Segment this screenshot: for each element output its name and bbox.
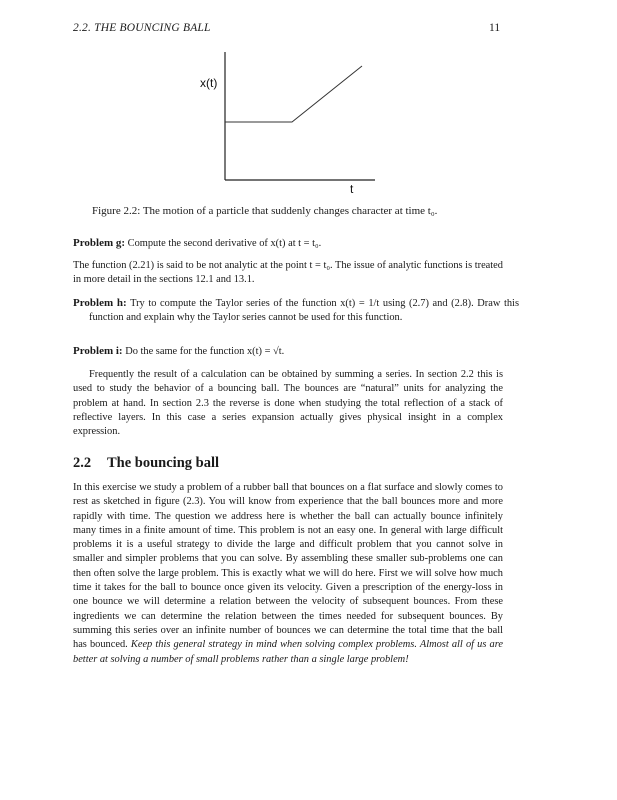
problem-i [73,344,503,359]
section-heading [73,455,219,472]
paragraph-bouncing [73,481,503,667]
paragraph-analytic: The function (2.21) is said to be not analytic at the point t = t₀. The issue of analytic functions is treated in more detail in the sections 12.1 and 13.1. [73,260,503,286]
page-number: 11 [489,22,501,34]
problem-g [73,236,503,251]
paragraph-bouncing-italic: Keep this general strategy in mind when solving complex problems. Almost all of us are better at solving a number of small problems rather than a single large problem! [73,639,503,665]
problem-i-text: Do the same for the function x(t) = √t. [125,346,285,357]
paragraph-summing: Frequently the result of a calculation can be obtained by summing a series. In section 2.2 this is used to study the behavior of a bouncing ball. The bounces are “natural” units for analyzing the problem at hand. In section 2.3 the reverse is done when studying the total reflection of a stack of reflective layers. In this case a series expansion actually gives physical insight in a complex expression. [73,369,503,438]
figure-caption: Figure 2.2: The motion of a particle that suddenly changes character at time t₀. [92,205,438,217]
problem-h-head: Problem h: [73,297,127,309]
paragraph-bouncing-text: In this exercise we study a problem of a rubber ball that bounces on a flat surface and slowly comes to rest as sketched in figure (2.3). You will know from experience that the ball bounces more and more rapidly with time. The question we address here is whether the ball can actually bounce infinitely many times in a finite amount of time. This problem is not an easy one. In general with large difficult problems it is a useful strategy to divide the large and difficult problem that you cannot solve in smaller and simpler problems that you can solve. By assembling these smaller sub-problems one can then often solve the large problem. This is exactly what we will do here. First we will solve how much time it takes for the ball to bounce once given its velocity. Given a prescription of the energy-loss in one bounce we will determine a relation between the velocity of subsequent bounces. From these ingredients we can determine the relation between the times needed for subsequent bounces. By summing this series over an infinite number of bounces we can determine the total time that the ball has bounced. [73,482,503,651]
y-axis-label: x(t) [200,76,218,90]
section-number: 2.2 [73,455,92,471]
running-header-title: 2.2. THE BOUNCING BALL [73,22,211,34]
section-title: The bouncing ball [107,455,220,471]
problem-i-head: Problem i: [73,345,123,357]
figure-plot [0,0,617,200]
problem-h [73,296,519,326]
problem-h-text: Try to compute the Taylor series of the function x(t) = 1/t using (2.7) and (2.8). Draw this function and explain why the Taylor series cannot be used for this function. [89,298,519,324]
motion-curve [225,66,362,122]
problem-g-head: Problem g: [73,237,126,249]
problem-g-text: Compute the second derivative of x(t) at t = t₀. [127,238,322,249]
x-axis-label: t [350,182,354,196]
